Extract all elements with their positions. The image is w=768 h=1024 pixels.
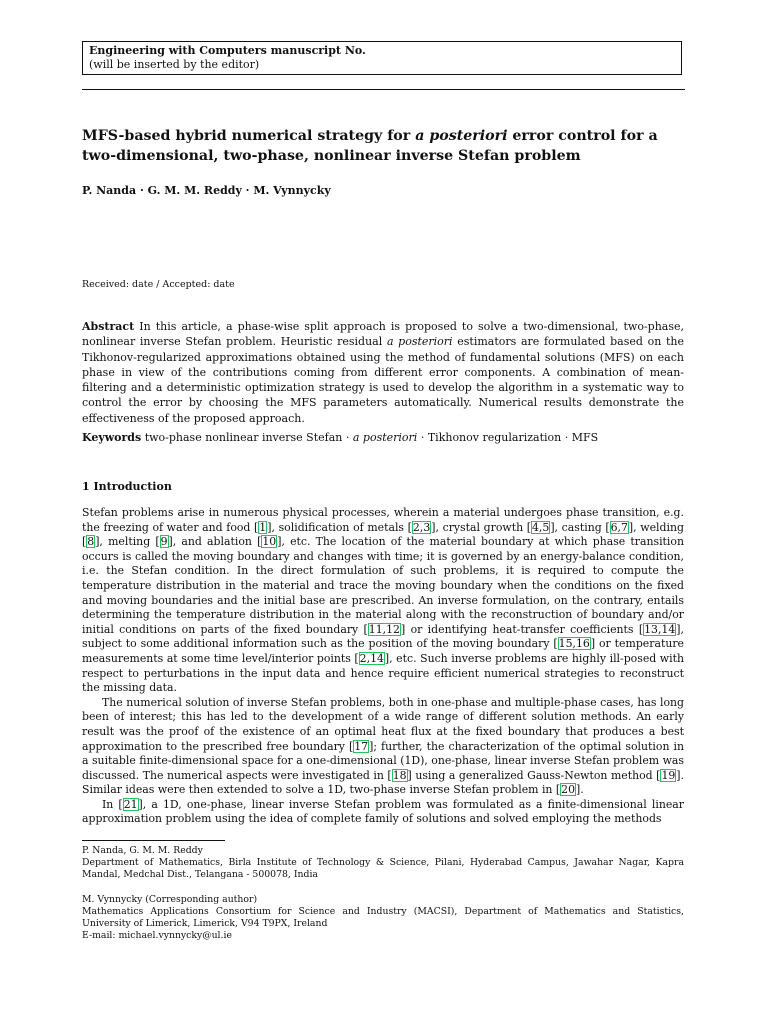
citation-link[interactable]: 6,7 [610,520,628,534]
keywords [82,430,684,445]
paper-title [82,126,692,166]
affiliation-1-address: Department of Mathematics, Birla Institute of Technology & Science, Pilani, Hyderabad Campus, Jawahar Nagar, Kapra Mandal, Medchal Dist., Telangana - 500078, India [82,857,684,881]
citation-link[interactable]: 2,3 [412,520,431,534]
keywords-text-1: two-phase nonlinear inverse Stefan · [141,431,353,444]
section-heading-introduction: 1 Introduction [82,480,172,493]
keywords-italic: a posteriori [352,431,418,444]
paragraph-2 [82,696,684,798]
title-text-2: error control for a two-dimensional, two-phase, nonlinear inverse Stefan problem [82,128,658,164]
paragraph-1 [82,506,684,696]
keywords-text-2: · Tikhonov regularization · MFS [417,431,599,444]
citation-link[interactable]: 21 [123,797,138,811]
p1-text: ], subject to some additional information such as the position of the moving boundary [ [82,622,684,651]
citation-link[interactable]: 1 [259,520,267,534]
p1-text: ] or temperature measurements at some time level/interior points [ [82,637,684,665]
header-rule [82,89,685,90]
citation-link[interactable]: 13,14 [644,622,676,636]
journal-header-box [82,41,682,75]
citation-link[interactable]: 17 [354,739,369,753]
affiliation-2-address: Mathematics Applications Consortium for Science and Industry (MACSI), Department of Mathematics and Statistics, University of Limerick, Limerick, V94 T9PX, Ireland [82,905,684,930]
citation-link[interactable]: 15,16 [558,637,590,651]
p2-text: ]; further, the characterization of the optimal solution in a suitable finite-dimensional space for a one-dimensional (1D), one-phase, linear inverse Stefan problem was discussed. The numerical aspects were investigated in [ [82,739,684,782]
p2-text: The numerical solution of inverse Stefan problems, both in one-phase and multiple-phase cases, has long been of interest; this has led to the development of a wide range of different solution methods. An early result was the proof of the existence of an optimal heat flux at the fixed boundary that produces a best approximation to the prescribed free boundary [ [82,695,684,753]
p3-text: ], a 1D, one-phase, linear inverse Stefan problem was formulated as a finite-dimensional linear approximation problem using the idea of complete family of solutions and solved employing the methods [82,797,684,826]
title-text-1: MFS-based hybrid numerical strategy for [82,128,416,144]
p1-text: ], welding [ [82,520,684,549]
p1-text: ], etc. The location of the material boundary at which phase transition occurs is called the moving boundary and changes with time; it is governed by an energy-balance condition, i.e. the Stefan condition. In the direct formulation of such problems, it is required to compute the temperature distribution in the material and trace the moving boundary when the conditions on the fixed and moving boundaries and the initial base are prescribed. An inverse formulation, on the contrary, entails determining the temperature distribution in the material along with the reconstruction of boundary and/or initial conditions on parts of the fixed boundary [ [82,535,684,636]
title-italic: a posteriori [415,128,508,144]
citation-link[interactable]: 8 [87,535,95,549]
p1-text: ], crystal growth [ [431,520,531,534]
citation-link[interactable]: 9 [160,535,168,549]
citation-link[interactable]: 19 [661,768,676,782]
p1-text: ], casting [ [550,520,610,534]
p1-text: ], solidification of metals [ [267,520,412,534]
citation-link[interactable]: 10 [262,535,277,549]
p3-text: In [ [102,797,123,811]
abstract-text-2: estimators are formulated based on the Tikhonov-regularized approximations obtained using the method of fundamental solutions (MFS) on each phase in view of the contributions coming from different error components. A combination of mean-filtering and a deterministic optimization strategy is used to develop the algorithm in a systematic way to control the error by choosing the MFS parameters automatically. Numerical results demonstrate the effectiveness of the proposed approach. [82,335,684,425]
abstract [82,319,684,426]
author-list: P. Nanda · G. M. M. Reddy · M. Vynnycky [82,184,331,197]
p1-text: ], melting [ [95,535,160,549]
footnote-rule [82,840,225,841]
footnote-spacer [82,882,684,894]
editor-note: (will be inserted by the editor) [89,58,260,71]
p1-text: ], etc. Such inverse problems are highly ill-posed with respect to perturbations in the input data and hence require efficient numerical strategies to reconstruct the missing data. [82,651,684,695]
citation-link[interactable]: 18 [392,768,407,782]
paragraph-3 [82,798,684,827]
p2-text: ]. [576,783,584,797]
author-affiliations [82,845,684,942]
p1-text: ], and ablation [ [168,535,262,549]
citation-link[interactable]: 11,12 [368,622,400,636]
citation-link[interactable]: 2,14 [359,651,384,665]
affiliation-2-names: M. Vynnycky (Corresponding author) [82,893,258,905]
introduction-body [82,506,684,827]
citation-link[interactable]: 4,5 [531,520,550,534]
p2-text: ]. Similar ideas were then extended to solve a 1D, two-phase inverse Stefan problem in [ [82,768,685,797]
corresponding-email[interactable]: E-mail: michael.vynnycky@ul.ie [82,930,232,942]
journal-name: Engineering with Computers manuscript No. [89,44,366,57]
p2-text: ] using a generalized Gauss-Newton method [ [407,768,661,782]
affiliation-1-names: P. Nanda, G. M. M. Reddy [82,845,203,856]
received-date: Received: date / Accepted: date [82,279,235,290]
abstract-italic: a posteriori [386,335,453,349]
abstract-text-1: In this article, a phase-wise split approach is proposed to solve a two-dimensional, two-phase, nonlinear inverse Stefan problem. Heuristic residual [82,320,684,349]
citation-link[interactable]: 20 [561,783,576,797]
abstract-label: Abstract [82,320,135,333]
p1-text: ] or identifying heat-transfer coefficients [ [400,622,644,636]
p1-text: Stefan problems arise in numerous physical processes, wherein a material undergoes phase transition, e.g. the freezing of water and food [ [82,506,684,534]
keywords-label: Keywords [82,431,142,444]
